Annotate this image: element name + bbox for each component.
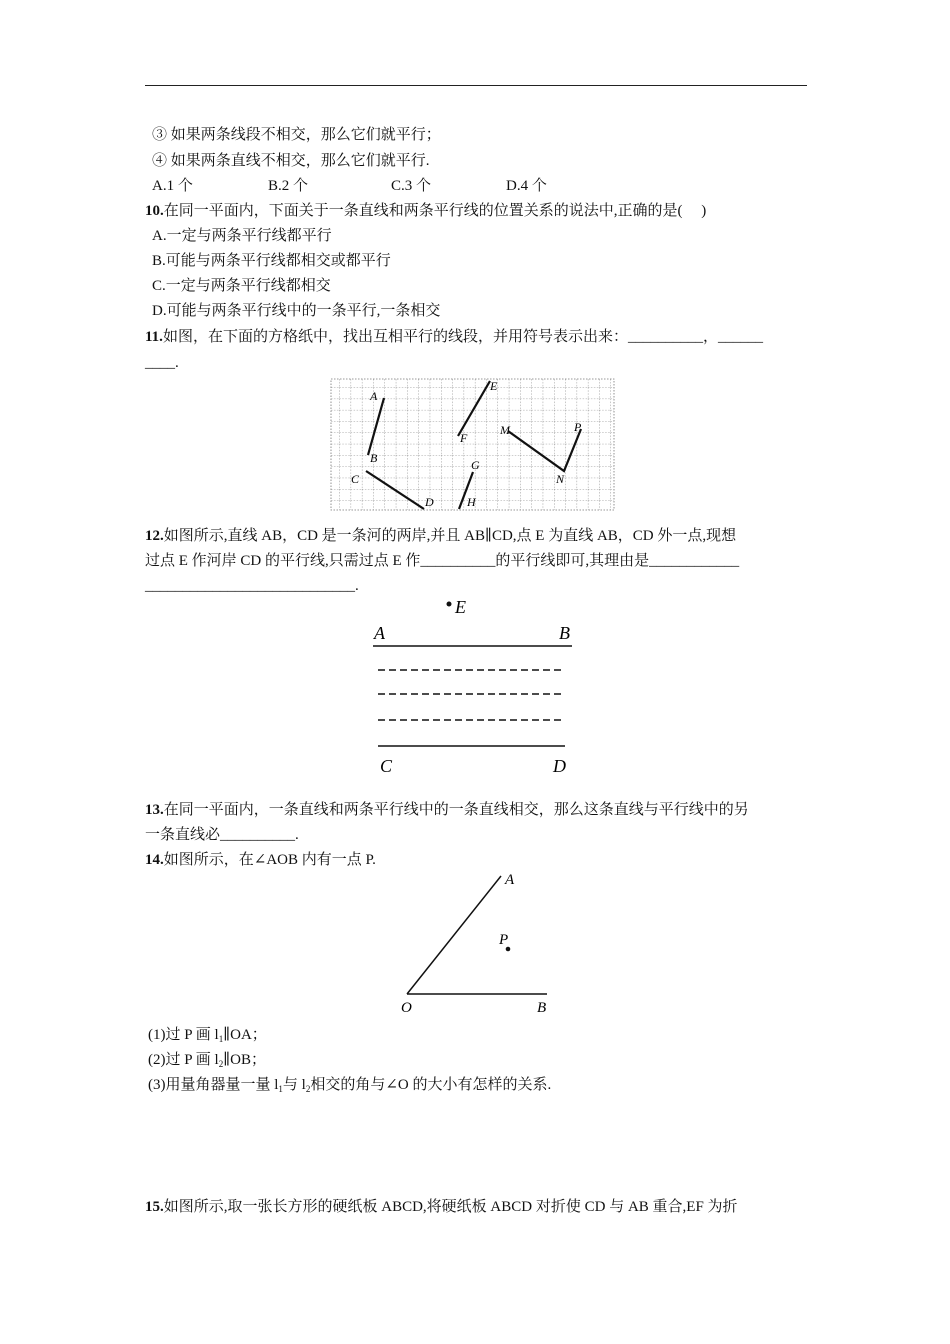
label-p: P <box>499 932 509 948</box>
ray-oa <box>407 876 501 994</box>
q14-part-1: (1)过 P 画 $l_1\parallel OA$； <box>148 1027 267 1044</box>
q10-option-b: B.可能与两条平行线都相交或都平行 <box>152 253 391 269</box>
label-b: B <box>559 623 570 643</box>
q11-grid-figure <box>328 376 618 514</box>
q13-number: 13. <box>145 802 164 818</box>
label-a: A <box>374 623 385 643</box>
q13-stem <box>145 800 749 820</box>
q14-number: 14. <box>145 852 164 868</box>
q9-choice-a: A.1 个 <box>152 178 193 194</box>
q9-choice-d: D.4 个 <box>506 178 547 194</box>
q14-part-3: (3)用量角器量一量 $l_1$与 $l_2$相交的角与∠O 的大小有怎样的关系. <box>148 1077 552 1094</box>
q15-number: 15. <box>145 1199 164 1215</box>
label-g: G <box>471 458 480 472</box>
label-c: C <box>351 472 360 486</box>
q12-number: 12. <box>145 528 164 544</box>
q10-text: 在同一平面内，下面关于一条直线和两条平行线的位置关系的说法中,正确的是( ) <box>163 203 707 219</box>
q11-text: 如图，在下面的方格纸中，找出互相平行的线段，并用符号表示出来：__________，______ <box>162 329 763 345</box>
q14-stem <box>145 850 376 870</box>
q10-option-a: A.一定与两条平行线都平行 <box>152 228 332 244</box>
label-f: F <box>460 431 468 445</box>
q11-stem <box>145 327 763 347</box>
q10-option-c: C.一定与两条平行线都相交 <box>152 278 331 294</box>
label-h: H <box>467 495 476 509</box>
q14-text: 如图所示，在∠AOB 内有一点 P. <box>163 852 376 868</box>
label-o: O <box>401 1000 412 1016</box>
q14-part-2: (2)过 P 画 $l_2\parallel OB$； <box>148 1052 266 1069</box>
q15-text: 如图所示,取一张长方形的硬纸板 ABCD,将硬纸板 ABCD 对折使 CD 与 AB 重合,EF 为折 <box>163 1199 738 1215</box>
q14-angle-figure <box>395 866 565 1018</box>
q10-number: 10. <box>145 203 164 219</box>
label-e: E <box>490 379 498 393</box>
q9-choice-c: C.3 个 <box>391 178 432 194</box>
label-d: D <box>553 756 566 776</box>
q10-option-d: D.可能与两条平行线中的一条平行,一条相交 <box>152 303 441 319</box>
label-a: A <box>370 389 378 403</box>
label-c: C <box>380 756 393 776</box>
q10-stem <box>145 201 706 221</box>
q11-number: 11. <box>145 329 163 345</box>
q15-stem <box>145 1197 738 1217</box>
label-b: B <box>370 451 378 465</box>
q13-stem-cont: 一条直线必__________. <box>145 827 299 843</box>
label-e: E <box>455 597 466 617</box>
label-b: B <box>537 1000 547 1016</box>
label-d: D <box>425 495 434 509</box>
label-a: A <box>505 872 515 888</box>
q12-stem-cont: 过点 E 作河岸 CD 的平行线,只需过点 E 作__________的平行线即可,其理由是____________ <box>145 553 740 569</box>
label-n: N <box>556 472 565 486</box>
q13-text: 在同一平面内，一条直线和两条平行线中的一条直线相交，那么这条直线与平行线中的另 <box>163 802 749 818</box>
q12-stem-cont-2: ____________________________. <box>145 578 359 594</box>
label-p: P <box>574 420 582 434</box>
q9-choice-b: B.2 个 <box>268 178 309 194</box>
q12-text: 如图所示,直线 AB，CD 是一条河的两岸,并且 AB∥CD,点 E 为直线 AB，CD 外一点,现想 <box>163 528 737 544</box>
q12-stem <box>145 526 736 546</box>
q12-river-figure <box>360 594 590 780</box>
point-e <box>447 602 452 607</box>
q11-stem-cont: ____. <box>145 355 179 371</box>
label-m: M <box>500 423 510 437</box>
q9-option-4: ④ 如果两条直线不相交，那么它们就平行. <box>152 153 430 169</box>
header-rule <box>145 85 807 86</box>
q9-option-3: ③ 如果两条线段不相交，那么它们就平行； <box>152 127 441 143</box>
